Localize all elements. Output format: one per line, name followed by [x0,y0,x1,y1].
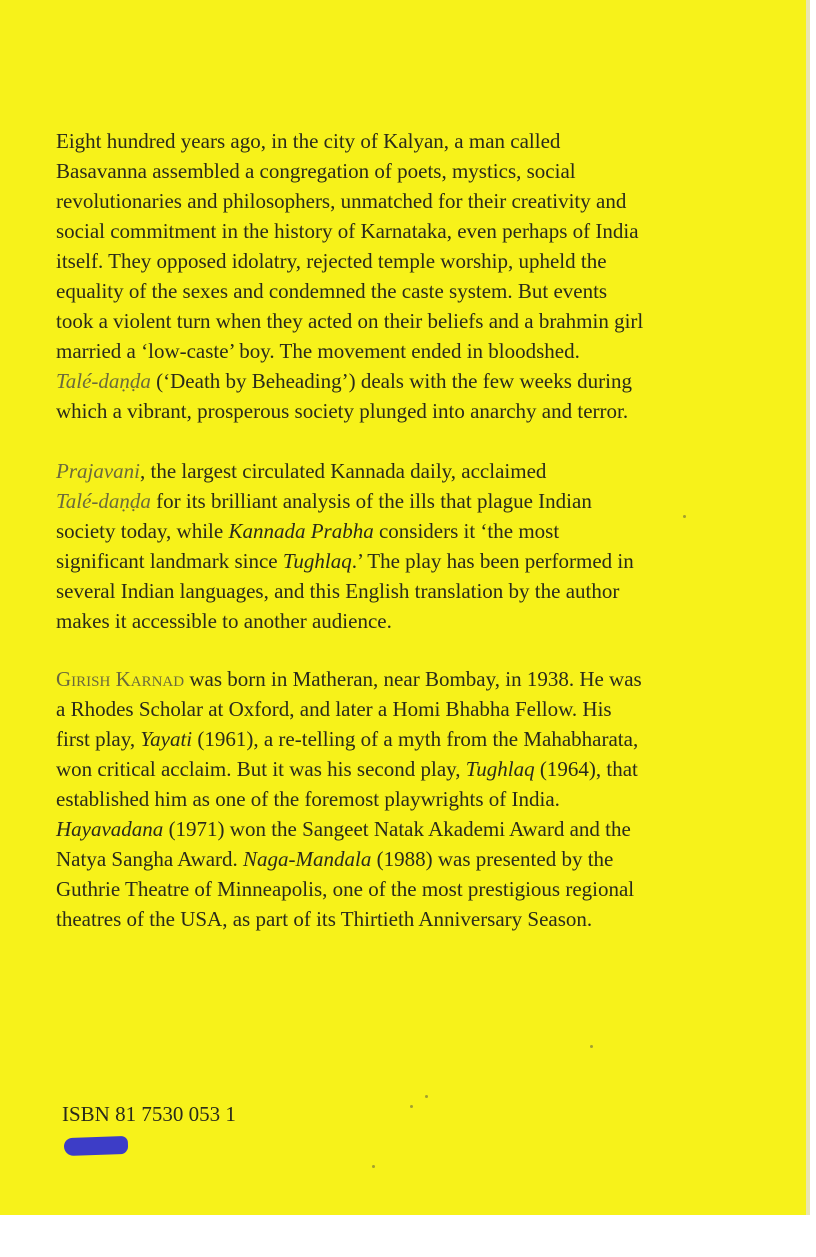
text-line [56,516,766,546]
text-line [56,754,766,784]
play-title: Tughlaq [282,549,352,573]
text-line [56,456,766,486]
play-title: Yayati [140,727,193,751]
isbn-number: ISBN 81 7530 053 1 [62,1102,236,1126]
text-line: revolutionaries and philosophers, unmatched for their creativity and [56,189,627,213]
text-line: established him as one of the foremost playwrights of India. [56,787,560,811]
text-line [56,844,766,874]
print-speck [425,1095,428,1098]
blurb-paragraph-1 [56,126,766,426]
text-line [56,366,766,396]
newspaper-title: Kannada Prabha [228,519,374,543]
print-speck [410,1105,413,1108]
text-line: equality of the sexes and condemned the caste system. But events [56,279,608,303]
print-speck [372,1165,375,1168]
play-title: Talé-daṇḍa [56,369,151,393]
text-fragment: Natya Sangha Award. [56,847,244,871]
text-line: makes it accessible to another audience. [56,609,392,633]
text-line: a Rhodes Scholar at Oxford, and later a Homi Bhabha Fellow. His [56,697,612,721]
print-speck [683,515,686,518]
print-speck [590,1045,593,1048]
text-fragment: first play, [56,727,141,751]
text-line: which a vibrant, prosperous society plunged into anarchy and terror. [56,399,629,423]
text-fragment: considers it ‘the most [373,519,560,543]
author-name [56,667,184,691]
text-line: itself. They opposed idolatry, rejected temple worship, upheld the [56,249,607,273]
text-line: theatres of the USA, as part of its Thirtieth Anniversary Season. [56,907,593,931]
text-line: Eight hundred years ago, in the city of Kalyan, a man called [56,129,561,153]
author-first-name: Girish [56,667,111,691]
blurb-1-text [56,126,766,426]
blurb-paragraph-2 [56,456,766,636]
text-fragment: .’ The play has been performed in [351,549,634,573]
text-line [56,814,766,844]
author-bio [56,664,766,934]
price-sticker [64,1136,129,1156]
text-line: took a violent turn when they acted on their beliefs and a brahmin girl [56,309,644,333]
play-title: Talé-daṇḍa [56,489,151,513]
text-fragment: was born in Matheran, near Bombay, in 1938. He was [184,667,642,691]
author-bio-text [56,664,766,934]
text-line: social commitment in the history of Karnataka, even perhaps of India [56,219,639,243]
play-title: Naga-Mandala [243,847,372,871]
text-fragment: (1988) was presented by the [371,847,614,871]
text-fragment: (‘Death by Beheading’) deals with the few weeks during [150,369,632,393]
text-line: Guthrie Theatre of Minneapolis, one of the most prestigious regional [56,877,635,901]
newspaper-title: Prajavani [56,459,140,483]
text-fragment: significant landmark since [56,549,283,573]
text-fragment: (1964), that [534,757,638,781]
text-fragment: , the largest circulated Kannada daily, acclaimed [140,459,547,483]
text-line: several Indian languages, and this English translation by the author [56,579,620,603]
text-fragment: (1961), a re-telling of a myth from the Mahabharata, [192,727,639,751]
author-last-name: Karnad [115,667,185,691]
text-fragment: for its brilliant analysis of the ills that plague Indian [150,489,592,513]
play-title: Hayavadana [56,817,164,841]
blurb-2-text [56,456,766,636]
text-line: Basavanna assembled a congregation of poets, mystics, social [56,159,576,183]
text-fragment: won critical acclaim. But it was his second play, [56,757,466,781]
text-fragment: society today, while [56,519,229,543]
text-line [56,664,766,694]
text-line [56,546,766,576]
text-line [56,724,766,754]
text-line [56,486,766,516]
text-fragment: (1971) won the Sangeet Natak Akademi Award and the [163,817,631,841]
text-line: married a ‘low-caste’ boy. The movement ended in bloodshed. [56,339,580,363]
play-title: Tughlaq [465,757,535,781]
